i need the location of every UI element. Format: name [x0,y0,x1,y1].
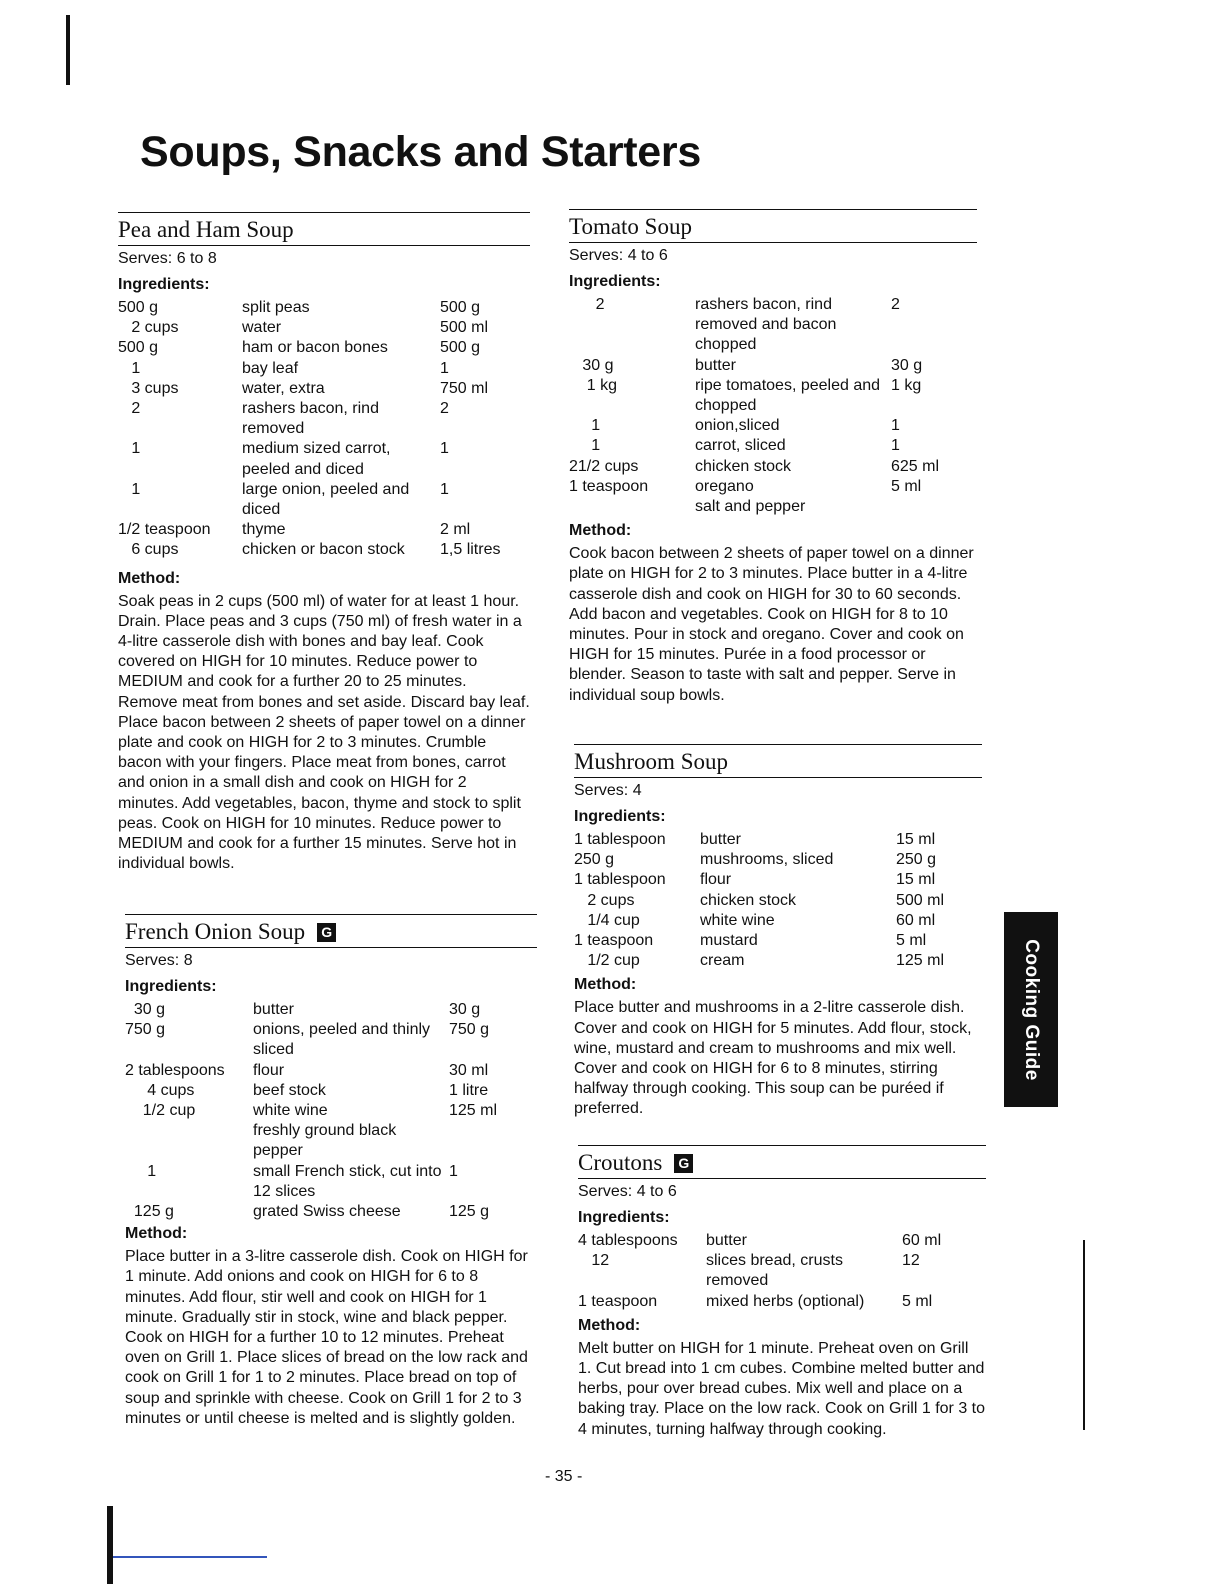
ingredient-row [125,1000,537,1020]
ingredient-quantity: 750 g [125,1021,166,1039]
ingredient-name: bay leaf [242,359,299,377]
ingredient-row [118,439,530,479]
ingredient-metric: 5 ml [891,477,922,495]
ingredient-metric: 250 g [896,851,937,869]
ingredient-quantity: 21/2 cups [569,457,639,475]
ingredient-quantity: 6 cups [118,541,179,559]
ingredient-metric: 2 ml [440,521,471,539]
ingredient-quantity: 2 cups [574,891,635,909]
ingredient-quantity: 4 cups [125,1081,195,1099]
page-title: Soups, Snacks and Starters [140,128,701,176]
ingredient-row [578,1231,986,1251]
ingredient-quantity: 30 g [569,356,614,374]
recipe-title-text: Pea and Ham Soup [118,217,294,242]
ingredient-metric: 60 ml [902,1232,942,1249]
section-rule [125,914,537,915]
ingredient-row [125,1202,537,1222]
ingredient-row [569,457,977,477]
ingredient-metric: 125 g [449,1203,490,1221]
recipe-croutons [578,1145,986,1440]
scan-edge-mark [113,1556,267,1558]
ingredient-row [569,376,977,416]
ingredient-quantity [125,1121,253,1161]
ingredients-table [578,1231,986,1312]
ingredient-metric: 125 ml [896,952,945,970]
ingredient-row [569,295,977,356]
ingredient-name: medium sized carrot, peeled and diced [242,440,391,478]
ingredient-quantity: 1/2 teaspoon [118,521,211,539]
ingredient-metric: 30 g [891,356,923,374]
ingredient-row [574,911,982,931]
ingredient-quantity: 1/2 cup [125,1102,196,1120]
ingredient-quantity: 250 g [574,851,615,869]
method-label: Method: [578,1316,641,1334]
ingredient-row [574,891,982,911]
method-label: Method: [574,976,637,994]
ingredient-quantity: 2 cups [118,319,179,337]
scan-edge-mark [66,15,70,85]
ingredient-name: thyme [242,521,286,539]
ingredient-row [569,356,977,376]
ingredient-metric: 5 ml [902,1292,933,1310]
ingredient-name: water [242,319,282,337]
ingredient-name: butter [700,831,741,848]
recipe-title [125,917,537,947]
method-label: Method: [118,569,181,587]
ingredient-row [125,1061,537,1081]
ingredient-quantity: 1 teaspoon [569,477,649,495]
ingredients-table [125,1000,537,1222]
ingredient-quantity: 1 tablespoon [574,831,666,848]
ingredient-metric: 500 g [440,339,481,357]
ingredient-name: chicken stock [700,891,797,909]
method-text: Soak peas in 2 cups (500 ml) of water for at least 1 hour. Drain. Place peas and 3 cups (750 ml) of fresh water in a 4-litre casserole dish with bones and bay leaf. Cook covered on HIGH for 10 minutes. Reduce power to MEDIUM and cook for a further 20 to 25 minutes. Remove meat from bones and set aside. Discard bay leaf. Place bacon between 2 sheets of paper towel on a dinner plate and cook on HIGH for 2 to 3 minutes. Crumble bacon with your fingers. Place meat from bones, carrot and onion in a small dish and cook on HIGH for 2 minutes. Add vegetables, bacon, thyme and stock to split peas. Cook on HIGH for 10 minutes. Reduce power to MEDIUM and cook for a further 15 minutes. Serve hot in individual bowls. [118,592,530,873]
ingredient-metric: 2 [891,296,900,313]
ingredient-name: chicken or bacon stock [242,541,405,559]
ingredient-quantity: 2 [569,296,605,313]
ingredient-quantity: 1 [569,417,601,435]
recipe-title [118,215,530,245]
ingredient-name: white wine [253,1102,328,1120]
ingredient-quantity: 500 g [118,299,159,316]
ingredient-row [118,379,530,399]
ingredient-name: flour [700,871,732,889]
cooking-guide-tab-label: Cooking Guide [1021,938,1042,1081]
ingredient-metric: 60 ml [896,911,936,929]
ingredient-metric: 2 [440,400,449,418]
ingredient-quantity: 1 teaspoon [578,1292,658,1310]
ingredient-quantity: 125 g [125,1203,174,1221]
ingredients-table [569,295,977,517]
recipe-title-text: Tomato Soup [569,214,692,239]
ingredient-metric: 5 ml [896,932,927,950]
ingredient-metric: 500 ml [896,891,945,909]
ingredient-row [118,399,530,439]
ingredient-name: ham or bacon bones [242,339,388,357]
ingredients-label: Ingredients: [578,1209,670,1226]
ingredient-metric: 1 [440,480,449,498]
ingredient-quantity: 1 [125,1162,157,1180]
section-rule [574,777,982,778]
ingredient-quantity: 1 kg [569,376,618,394]
ingredient-quantity: 3 cups [118,379,179,397]
ingredients-label: Ingredients: [125,978,217,995]
ingredient-quantity: 2 tablespoons [125,1061,225,1079]
method-text: Cook bacon between 2 sheets of paper towel on a dinner plate on HIGH for 2 to 3 minutes. Place butter in a 4-litre casserole dish and cook on HIGH for 30 to 60 seconds. Add bacon and vegetables. Cook on HIGH for 8 to 10 minutes. Pour in stock and oregano. Cover and cook on HIGH for 15 minutes. Purée in a food processor or blender. Season to taste with salt and pepper. Serve in individual soup bowls. [569,545,974,704]
ingredient-row [125,1081,537,1101]
ingredient-name: rashers bacon, rind removed [242,400,379,438]
ingredient-metric: 500 ml [440,319,489,337]
serves-text: Serves: 6 to 8 [118,250,217,267]
ingredient-name: carrot, sliced [695,437,786,455]
ingredient-name: butter [695,356,736,374]
ingredient-name: chicken stock [695,457,792,475]
section-rule [578,1145,986,1146]
ingredient-metric: 750 ml [440,379,489,397]
ingredient-quantity: 1 [118,359,141,377]
ingredient-name: ripe tomatoes, peeled and chopped [695,376,881,415]
recipe-tomato-soup [569,209,977,706]
ingredient-metric: 1 kg [891,376,922,394]
ingredient-quantity: 1/4 cup [574,911,640,929]
section-rule [118,212,530,213]
ingredient-metric: 500 g [440,299,481,316]
ingredient-name: butter [706,1232,747,1249]
ingredient-row [125,1020,537,1060]
recipe-title [578,1148,986,1178]
ingredient-name: cream [700,952,745,970]
recipe-pea-and-ham-soup [118,212,530,874]
recipe-title [569,212,977,242]
ingredients-label: Ingredients: [118,276,210,293]
ingredient-quantity: 1 [569,437,601,455]
ingredient-row [118,540,530,560]
ingredient-metric: 1 litre [449,1081,489,1099]
ingredient-row [125,1162,537,1202]
ingredient-name: slices bread, crusts removed [706,1252,843,1290]
ingredient-row [118,480,530,520]
ingredient-row [574,870,982,890]
ingredient-quantity: 12 [578,1252,610,1270]
ingredient-quantity: 2 [118,400,141,418]
ingredient-row [574,830,982,850]
ingredient-name: grated Swiss cheese [253,1203,401,1221]
method-text: Melt butter on HIGH for 1 minute. Preheat oven on Grill 1. Cut bread into 1 cm cubes. Combine melted butter and herbs, pour over bread cubes. Mix well and place on a baking tray. Place on the low rack. Cook on Grill 1 for 3 to 4 minutes, turning halfway through cooking. [578,1339,986,1438]
ingredient-row [118,298,530,318]
serves-text: Serves: 8 [125,952,193,969]
ingredient-name: large onion, peeled and diced [242,480,410,519]
ingredient-metric: 625 ml [891,457,940,475]
ingredient-row [574,850,982,870]
method-label: Method: [125,1225,188,1243]
method-label: Method: [569,522,632,540]
ingredient-metric: 30 g [449,1001,481,1018]
scan-edge-mark [107,1506,113,1584]
serves-text: Serves: 4 to 6 [569,247,668,264]
ingredient-metric: 1 [891,417,900,435]
ingredient-name: flour [253,1061,285,1079]
section-rule [569,242,977,243]
method-text: Place butter and mushrooms in a 2-litre casserole dish. Cover and cook on HIGH for 5 minutes. Add flour, stock, wine, mustard and cream to mushrooms and mix well. Cover and cook on HIGH for 6 to 8 minutes, stirring halfway through cooking. This soup can be puréed if preferred. [574,999,972,1118]
ingredient-row [118,338,530,358]
ingredient-row [118,359,530,379]
recipe-title-text: Croutons [578,1150,663,1175]
ingredient-metric: 15 ml [896,871,936,889]
ingredient-metric: 1 [440,359,449,377]
ingredient-name: small French stick, cut into 12 slices [253,1162,442,1200]
section-rule [578,1178,986,1179]
section-rule [118,245,530,246]
ingredient-quantity: 1 teaspoon [574,932,654,950]
ingredient-name: beef stock [253,1081,326,1099]
ingredient-row [125,1101,537,1121]
ingredient-quantity: 4 tablespoons [578,1232,678,1249]
serves-text: Serves: 4 [574,782,642,799]
ingredient-metric: 15 ml [896,831,936,848]
section-rule [574,744,982,745]
ingredient-row [578,1251,986,1291]
ingredient-name: mushrooms, sliced [700,851,834,869]
ingredient-row [125,1121,537,1161]
ingredient-quantity: 30 g [125,1001,166,1018]
ingredient-metric [449,1121,537,1161]
recipe-mushroom-soup [574,744,982,1120]
ingredient-metric: 30 ml [449,1061,489,1079]
ingredient-metric: 1 [449,1162,458,1180]
ingredient-quantity: 1 [118,480,141,498]
scan-edge-mark [1083,1240,1085,1430]
ingredient-metric: 1 [440,440,449,458]
ingredient-name: rashers bacon, rind removed and bacon chopped [695,296,837,354]
grill-badge-icon: G [674,1154,693,1173]
ingredient-metric [891,497,977,517]
ingredient-metric: 125 ml [449,1102,498,1120]
ingredient-row [569,436,977,456]
ingredient-name: oregano [695,477,754,495]
serves-text: Serves: 4 to 6 [578,1183,677,1200]
ingredient-row [569,497,977,517]
ingredient-row [574,931,982,951]
ingredient-quantity [569,497,695,517]
ingredient-name: white wine [700,911,775,929]
section-rule [125,947,537,948]
ingredient-name: freshly ground black pepper [253,1122,397,1160]
ingredient-quantity: 1 [118,440,141,458]
ingredient-metric: 12 [902,1252,920,1270]
recipe-title-text: Mushroom Soup [574,749,728,774]
ingredient-row [569,477,977,497]
section-rule [569,209,977,210]
ingredients-table [118,298,530,561]
ingredient-name: onions, peeled and thinly sliced [253,1021,431,1059]
ingredients-label: Ingredients: [569,273,661,290]
ingredient-row [118,318,530,338]
ingredient-quantity: 1/2 cup [574,952,640,970]
ingredient-metric: 1 [891,437,900,455]
ingredient-row [574,951,982,971]
ingredient-row [578,1292,986,1312]
ingredient-quantity: 500 g [118,339,159,357]
ingredient-name: water, extra [242,379,325,397]
ingredient-quantity: 1 tablespoon [574,871,666,889]
ingredients-label: Ingredients: [574,808,666,825]
grill-badge-icon: G [317,923,336,942]
ingredient-metric: 750 g [449,1021,490,1039]
page-number: - 35 - [545,1468,583,1485]
method-text: Place butter in a 3-litre casserole dish. Cook on HIGH for 1 minute. Add onions and cook on HIGH for 6 to 8 minutes. Add flour, stir well and cook on HIGH for 1 minute. Gradually stir in stock, wine and black pepper. Cook on HIGH for a further 10 to 12 minutes. Preheat oven on Grill 1. Place slices of bread on the low rack and cook on Grill 1 for 1 to 2 minutes. Place bread on top of soup and sprinkle with cheese. Cook on Grill 1 for 2 to 3 minutes or until cheese is melted and is slightly golden. [125,1248,528,1427]
ingredient-name: mustard [700,932,758,950]
ingredient-metric: 1,5 litres [440,541,501,559]
ingredient-row [118,520,530,540]
ingredient-name: mixed herbs (optional) [706,1292,865,1310]
ingredients-table [574,830,982,971]
cooking-guide-tab [1004,912,1058,1107]
ingredient-row [569,416,977,436]
recipe-french-onion-soup [125,914,537,1429]
recipe-title [574,747,982,777]
ingredient-name: onion,sliced [695,417,780,435]
ingredient-name: split peas [242,299,310,316]
ingredient-name: butter [253,1001,294,1018]
recipe-title-text: French Onion Soup [125,919,306,944]
ingredient-name: salt and pepper [695,498,806,516]
